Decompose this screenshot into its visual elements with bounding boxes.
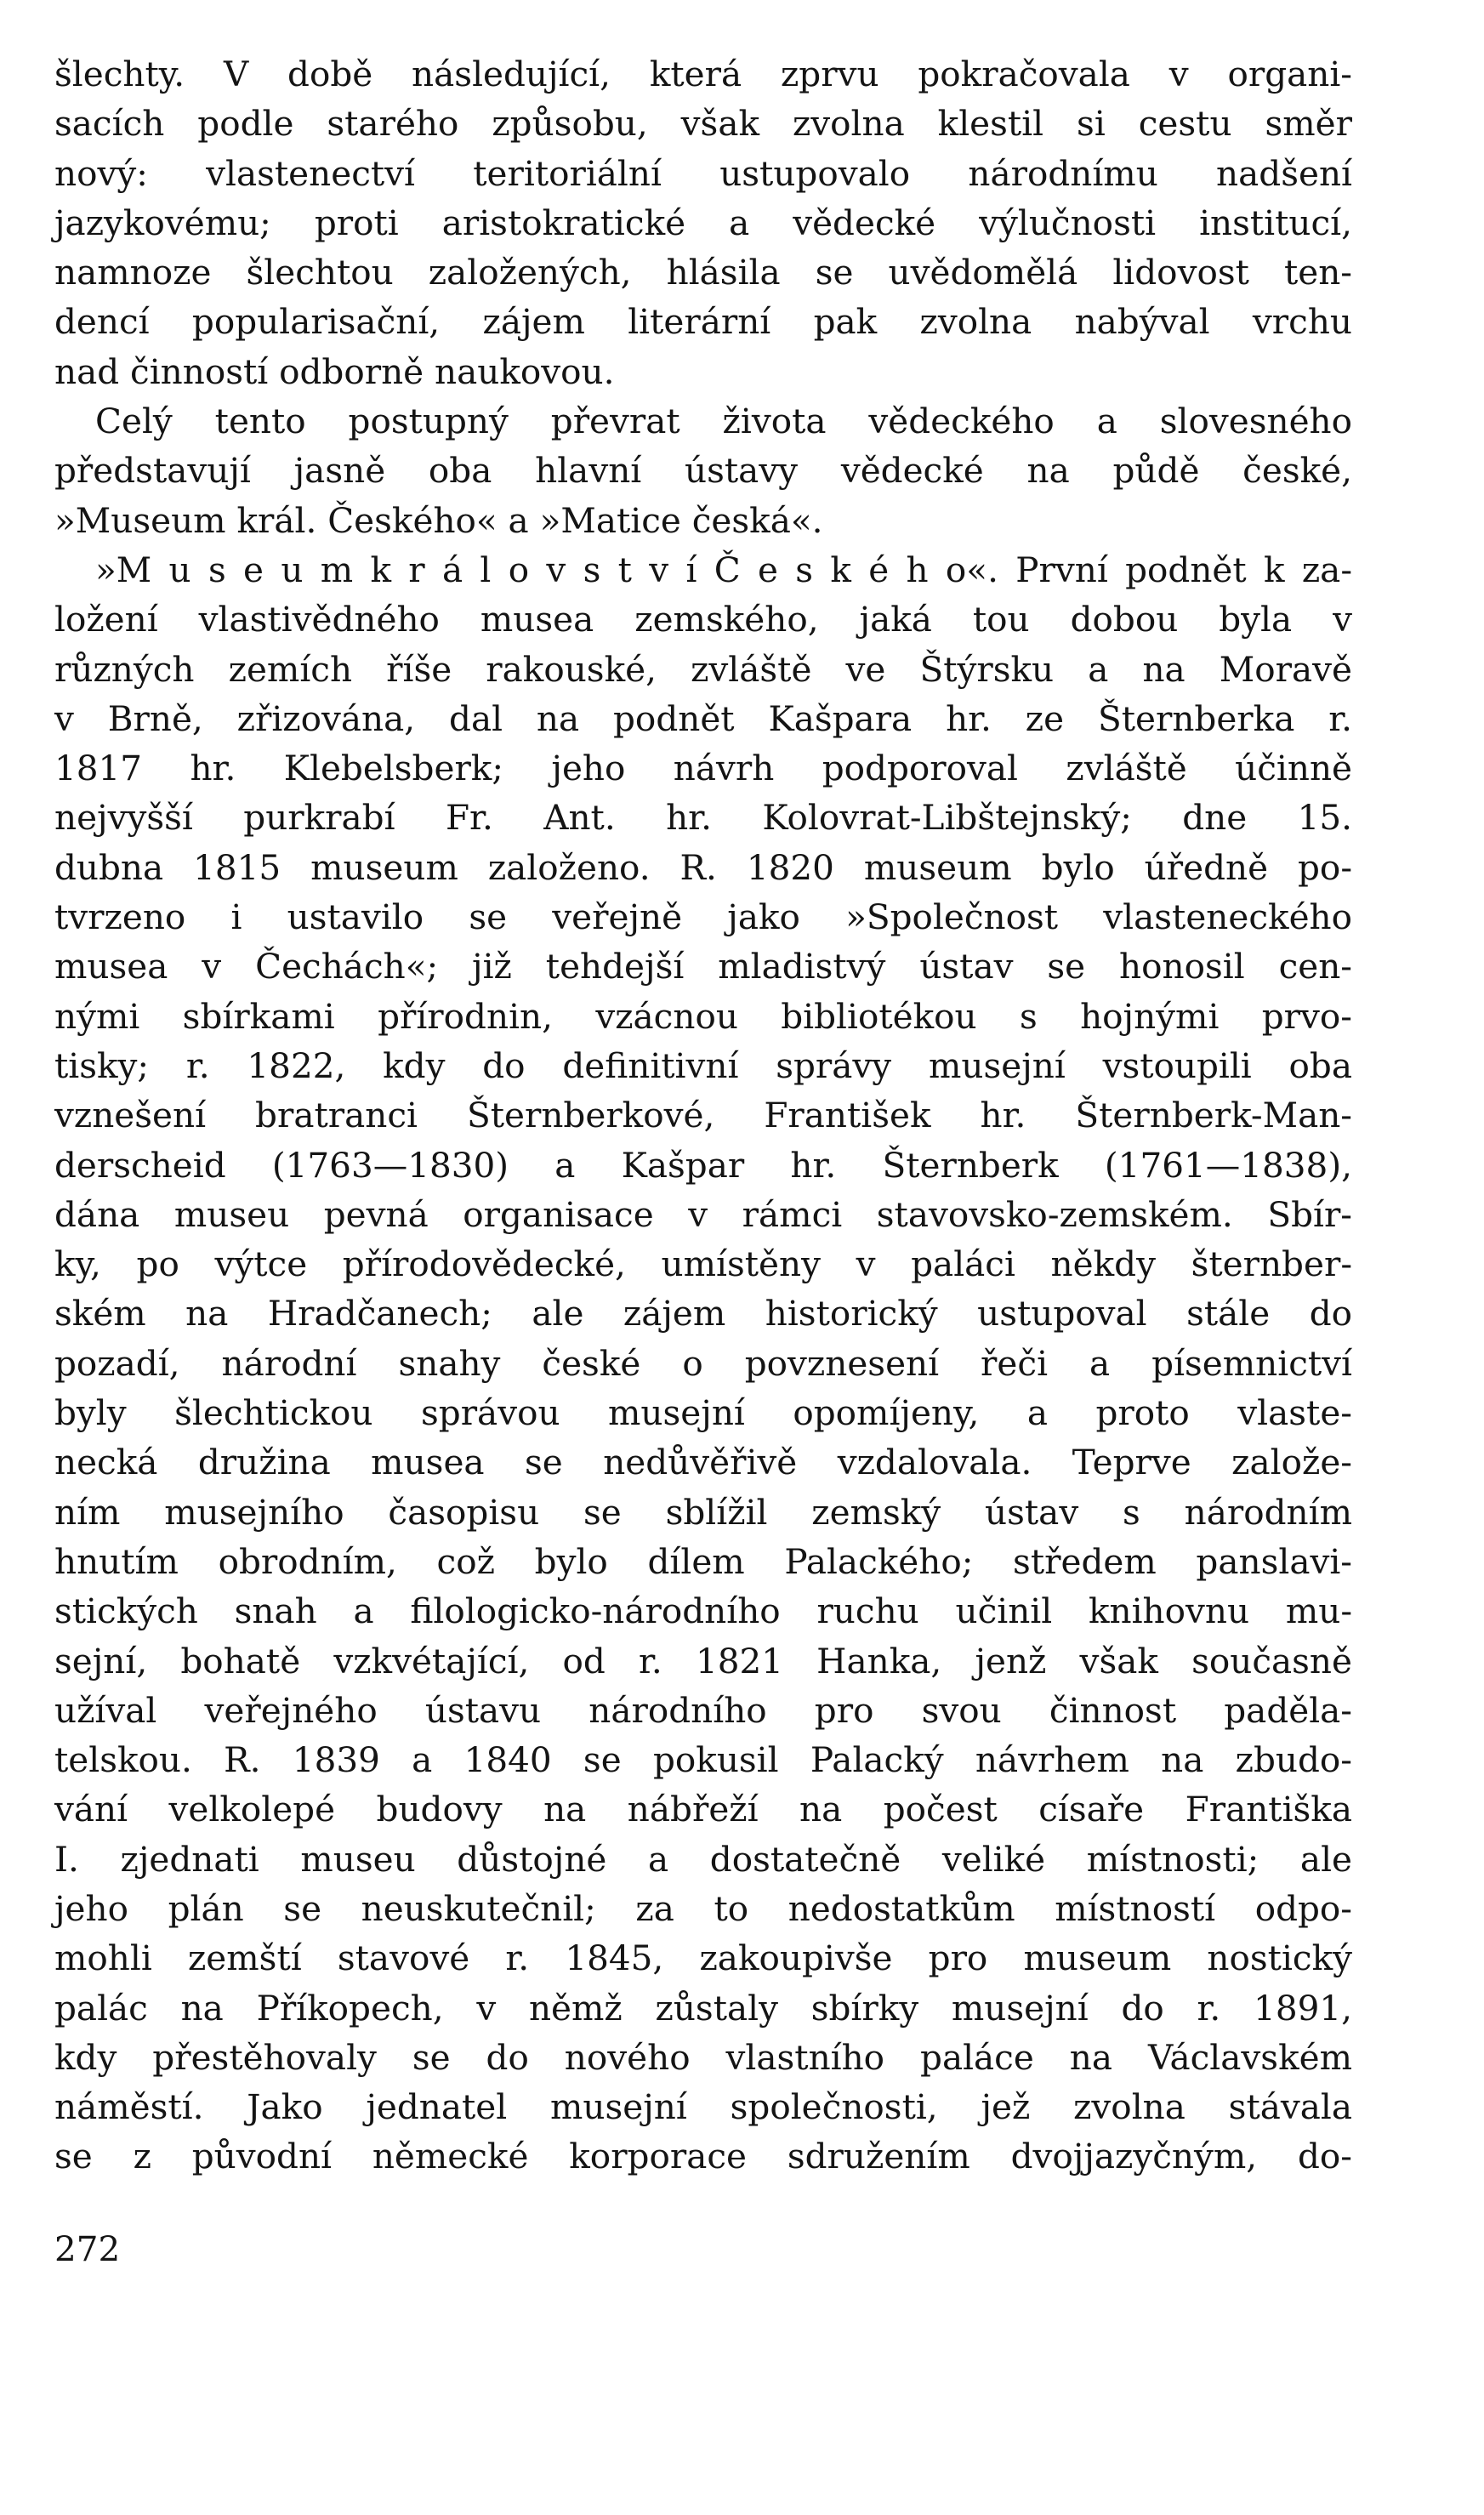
text-line: ložení vlastivědného musea zemského, jaká tou dobou byla v bbox=[54, 599, 1352, 640]
text-line: telskou. R. 1839 a 1840 se pokusil Palacký návrhem na zbudo- bbox=[54, 1739, 1352, 1781]
section-heading-line: »M u s e u m k r á l o v s t v í Č e s k é h o«. První podnět k za- bbox=[95, 549, 1352, 590]
text-line: jeho plán se neuskutečnil; za to nedostatkům místností odpo- bbox=[54, 1887, 1352, 1929]
text-line: vznešení bratranci Šternberkové, František hr. Šternberk-Man- bbox=[54, 1095, 1352, 1136]
text-line: se z původní německé korporace sdružením dvojjazyčným, do- bbox=[54, 2136, 1352, 2177]
text-line: sacích podle starého způsobu, však zvolna klestil si cestu směr bbox=[54, 103, 1352, 145]
text-line: v Brně, zřizována, dal na podnět Kašpara hr. ze Šternberka r. bbox=[54, 697, 1352, 739]
text-line: náměstí. Jako jednatel musejní společnosti, jež zvolna stávala bbox=[54, 2086, 1352, 2128]
text-line: derscheid (1763—1830) a Kašpar hr. Šternberk (1761—1838), bbox=[54, 1144, 1352, 1186]
text-line: ním musejního časopisu se sblížil zemský ústav s národním bbox=[54, 1491, 1352, 1533]
text-line: Celý tento postupný převrat života vědeckého a slovesného bbox=[95, 401, 1352, 442]
text-line: užíval veřejného ústavu národního pro svou činnost paděla- bbox=[54, 1689, 1352, 1731]
text-line: dána museu pevná organisace v rámci stavovsko-zemském. Sbír- bbox=[54, 1193, 1352, 1235]
text-line: I. zjednati museu důstojné a dostatečně veliké místnosti; ale bbox=[54, 1838, 1352, 1880]
text-line: šlechty. V době následující, která zprvu pokračovala v organi- bbox=[54, 54, 1352, 94]
page-number: 272 bbox=[54, 2228, 121, 2269]
text-line: musea v Čechách«; již tehdejší mladistvý ústav se honosil cen- bbox=[54, 946, 1352, 987]
text-line: tisky; r. 1822, kdy do definitivní správy musejní vstoupili oba bbox=[54, 1044, 1352, 1086]
text-line: namnoze šlechtou založených, hlásila se uvědomělá lidovost ten- bbox=[54, 252, 1352, 293]
text-line: nad činností odborně naukovou. bbox=[54, 350, 615, 392]
text-line: ském na Hradčanech; ale zájem historický ustupoval stále do bbox=[54, 1293, 1352, 1334]
text-line: ky, po výtce přírodovědecké, umístěny v paláci někdy šternber- bbox=[54, 1243, 1352, 1285]
text-line: necká družina musea se nedůvěřivě vzdalovala. Teprve založe- bbox=[54, 1442, 1352, 1483]
text-line: nejvyšší purkrabí Fr. Ant. hr. Kolovrat-Libštejnský; dne 15. bbox=[54, 797, 1352, 839]
text-line: byly šlechtickou správou musejní opomíjeny, a proto vlaste- bbox=[54, 1392, 1352, 1434]
text-line: kdy přestěhovaly se do nového vlastního paláce na Václavském bbox=[54, 2036, 1352, 2078]
text-line: stických snah a filologicko-národního ruchu učinil knihovnu mu- bbox=[54, 1590, 1352, 1632]
body-text bbox=[54, 49, 1352, 2182]
text-line: pozadí, národní snahy české o povznesení řeči a písemnictví bbox=[54, 1342, 1352, 1384]
text-line: nými sbírkami přírodnin, vzácnou bibliotékou s hojnými prvo- bbox=[54, 995, 1352, 1037]
text-line: jazykovému; proti aristokratické a vědecké výlučnosti institucí, bbox=[54, 202, 1352, 243]
text-line: »Museum král. Českého« a »Matice česká«. bbox=[54, 499, 823, 541]
text-line: dubna 1815 museum založeno. R. 1820 museum bylo úředně po- bbox=[54, 846, 1352, 888]
text-line: různých zemích říše rakouské, zvláště ve Štýrsku a na Moravě bbox=[54, 648, 1352, 690]
text-line: tvrzeno i ustavilo se veřejně jako »Společnost vlasteneckého bbox=[54, 896, 1352, 938]
text-line: 1817 hr. Klebelsberk; jeho návrh podporoval zvláště účinně bbox=[54, 748, 1352, 789]
text-line: palác na Příkopech, v němž zůstaly sbírky musejní do r. 1891, bbox=[54, 1987, 1352, 2029]
text-line: sejní, bohatě vzkvétající, od r. 1821 Hanka, jenž však současně bbox=[54, 1640, 1352, 1681]
text-line: představují jasně oba hlavní ústavy vědecké na půdě české, bbox=[54, 450, 1352, 492]
text-line: mohli zemští stavové r. 1845, zakoupivše pro museum nostický bbox=[54, 1937, 1352, 1979]
text-line: nový: vlastenectví teritoriální ustupovalo národnímu nadšení bbox=[54, 152, 1352, 194]
text-line: dencí popularisační, zájem literární pak zvolna nabýval vrchu bbox=[54, 301, 1352, 343]
text-line: hnutím obrodním, což bylo dílem Palackého; středem panslavi- bbox=[54, 1540, 1352, 1582]
text-line: vání velkolepé budovy na nábřeží na počest císaře Františka bbox=[54, 1789, 1352, 1830]
